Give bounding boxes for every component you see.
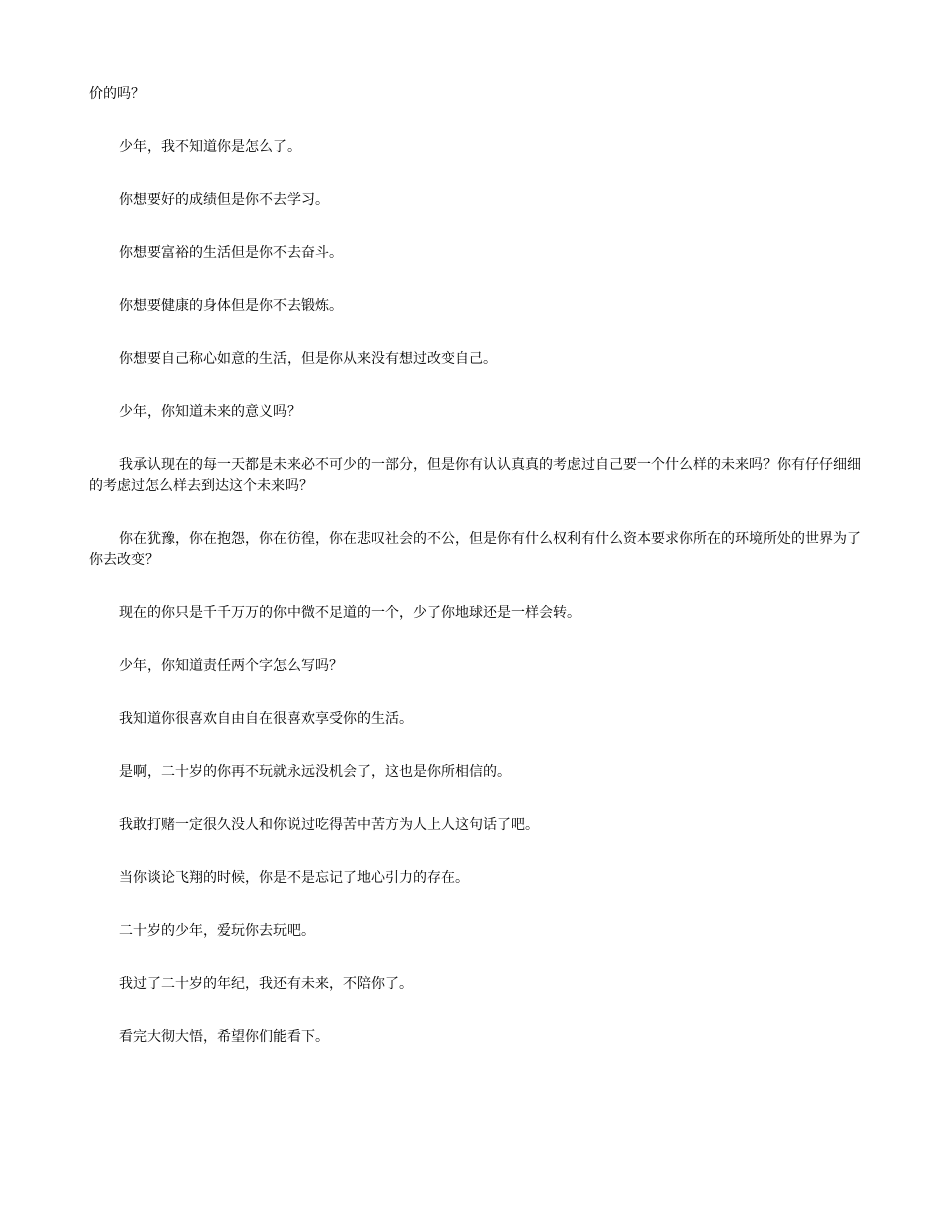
- paragraph-continued: 价的吗？: [89, 86, 145, 102]
- paragraph: 我知道你很喜欢自由自在很喜欢享受你的生活。: [119, 711, 413, 727]
- paragraph: 我过了二十岁的年纪，我还有未来，不陪你了。: [119, 976, 413, 992]
- paragraph: 少年，你知道未来的意义吗？: [119, 404, 301, 420]
- paragraph: 我承认现在的每一天都是未来必不可少的一部分，但是你有认认真真的考虑过自己要一个什么样的未来吗？你有仔仔细细的考虑过怎么样去到达这个未来吗？: [89, 457, 861, 494]
- paragraph: 少年，你知道责任两个字怎么写吗？: [119, 658, 343, 674]
- paragraph: 当你谈论飞翔的时候，你是不是忘记了地心引力的存在。: [119, 870, 469, 886]
- paragraph: 我敢打赌一定很久没人和你说过吃得苦中苦方为人上人这句话了吧。: [119, 817, 539, 833]
- document-body: [89, 84, 861, 1080]
- paragraph: 你在犹豫，你在抱怨，你在彷徨，你在悲叹社会的不公，但是你有什么权利有什么资本要求你所在的环境所处的世界为了你去改变？: [89, 531, 861, 568]
- paragraph: 是啊，二十岁的你再不玩就永远没机会了，这也是你所相信的。: [119, 764, 511, 780]
- paragraph: 你想要好的成绩但是你不去学习。: [119, 192, 329, 208]
- paragraph: 你想要富裕的生活但是你不去奋斗。: [119, 245, 343, 261]
- paragraph: 少年，我不知道你是怎么了。: [119, 139, 301, 155]
- paragraph: 你想要自己称心如意的生活，但是你从来没有想过改变自己。: [119, 351, 497, 367]
- paragraph: 现在的你只是千千万万的你中微不足道的一个，少了你地球还是一样会转。: [119, 605, 581, 621]
- paragraph: 看完大彻大悟，希望你们能看下。: [119, 1029, 329, 1045]
- paragraph: 你想要健康的身体但是你不去锻炼。: [119, 298, 343, 314]
- paragraph: 二十岁的少年，爱玩你去玩吧。: [119, 923, 315, 939]
